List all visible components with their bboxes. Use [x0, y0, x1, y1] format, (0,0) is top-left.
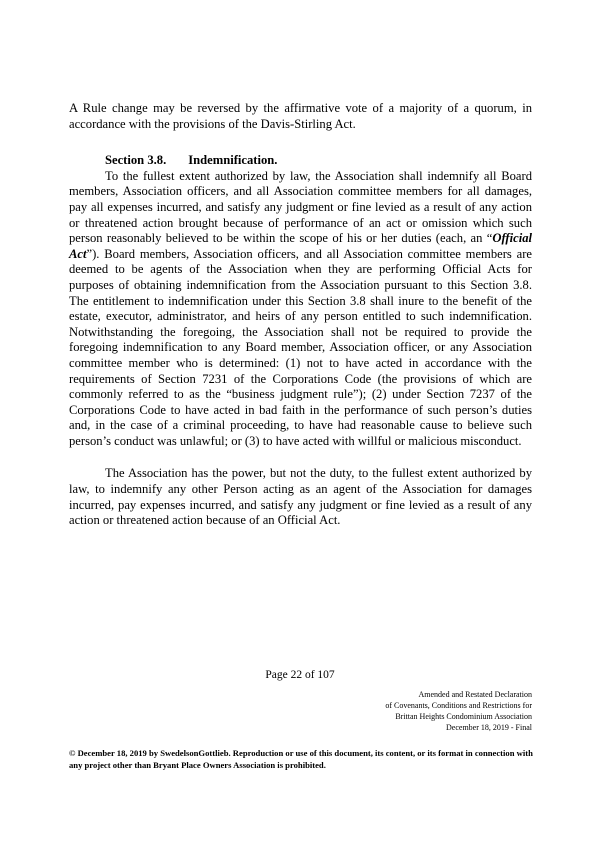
doc-info-line: Brittan Heights Condominium Association — [395, 712, 532, 721]
section-number: Section 3.8. — [105, 153, 167, 168]
doc-info-line: Amended and Restated Declaration — [418, 690, 532, 699]
doc-info-line: December 18, 2019 - Final — [446, 723, 532, 732]
page-number: Page 22 of 107 — [265, 669, 335, 681]
paragraph-association-power: The Association has the power, but not the duty, to the fullest extent authorized by law, to indemnify any other Person acting as an agent of the Association for damages incurred, pay expenses incurred, and satisfy any judgment or fine levied as a result of any action or threatened action because of an Official Act. — [69, 466, 532, 528]
paragraph-indemnification: To the fullest extent authorized by law, the Association shall indemnify all Board members, Association officers, and all Association committee members for all damages, pay all expenses incurred, and satisfy any judgment or fine levied as a result of any action or threatened action brought because of performance of an act or omission which such person reasonably believed to be within the scope of his or her duties (each, an “Official Act”). Board members, Association officers, and all Association committee members are deemed to be agents of the Association when they are performing Official Acts for purposes of obtaining indemnification from the Association pursuant to this Section 3.8. The entitlement to indemnification under this Section 3.8 shall inure to the benefit of the estate, executor, administrator, and heirs of any person entitled to such indemnification. Notwithstanding the foregoing, the Association shall not be required to provide the foregoing indemnification to any Board member, Association officer, or any Association committee member who is determined: (1) not to have acted in accordance with the requirements of Section 7231 of the Corporations Code (the provisions of which are commonly referred to as the “business judgment rule”); (2) under Section 7237 of the Corporations Code to have acted in bad faith in the performance of such person’s duties and, in the case of a criminal proceeding, to have had reasonable cause to believe such person’s conduct was unlawful; or (3) to have acted with willful or malicious misconduct. — [69, 168, 532, 448]
paragraph-rule-change: A Rule change may be reversed by the affirmative vote of a majority of a quorum, in accordance with the provisions of the Davis-Stirling Act. — [69, 101, 532, 131]
section-heading — [69, 153, 532, 169]
page-body-text — [69, 101, 532, 529]
section-title: Indemnification. — [188, 153, 278, 168]
document-info-block — [232, 689, 532, 733]
copyright-notice: © December 18, 2019 by SwedelsonGottlieb. Reproduction or use of this document, its content, or its format in connection with any project other than Bryant Place Owners Association is prohibited. — [69, 748, 533, 770]
doc-info-line: of Covenants, Conditions and Restrictions for — [385, 701, 532, 710]
